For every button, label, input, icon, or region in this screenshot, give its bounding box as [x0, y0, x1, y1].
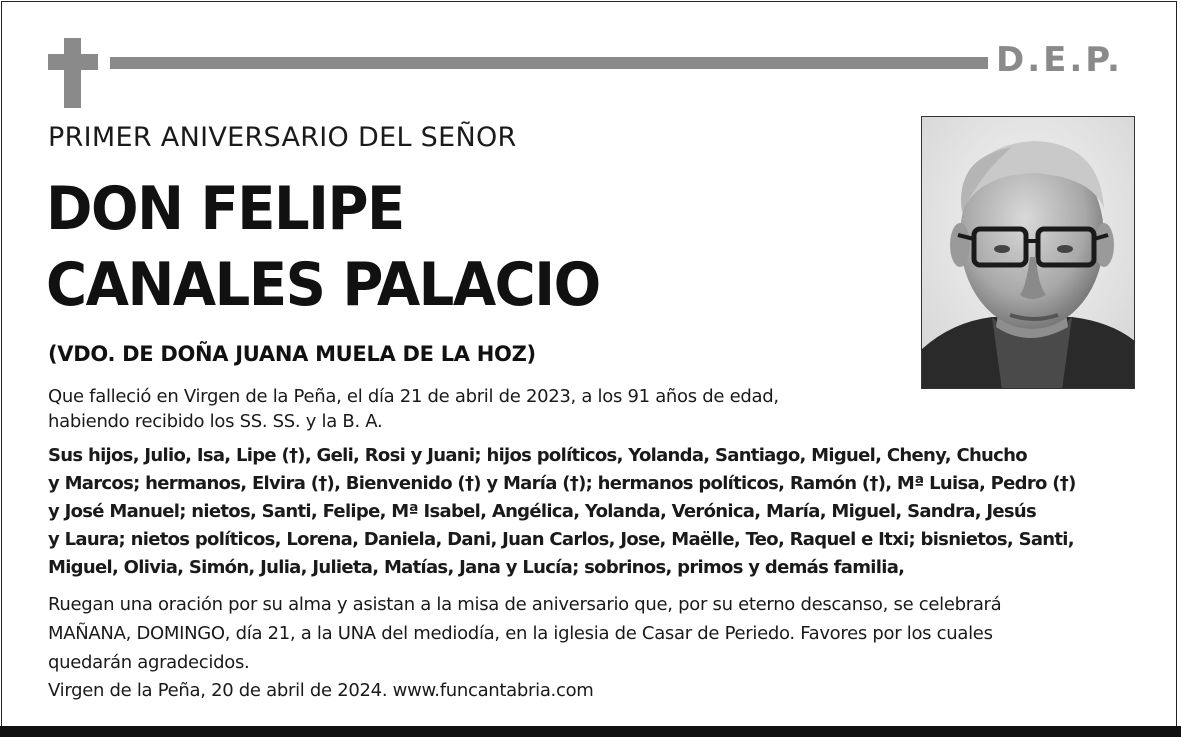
- text-line: y José Manuel; nietos, Santi, Felipe, Mª Isabel, Angélica, Yolanda, Verónica, María, Miguel, Sandra, Jesús: [48, 501, 1037, 522]
- mass-announcement: [48, 590, 1001, 677]
- header-rule: [110, 57, 988, 69]
- text-line: Ruegan una oración por su alma y asistan a la misa de aniversario que, por su eterno descanso, se celebrará: [48, 594, 1002, 615]
- bottom-border: [0, 726, 1181, 737]
- portrait-icon: [922, 117, 1135, 389]
- death-notice: [48, 384, 779, 434]
- text-line: Miguel, Olivia, Simón, Julia, Julieta, Matías, Jana y Lucía; sobrinos, primos y demás familia,: [48, 557, 905, 578]
- deceased-portrait: [921, 116, 1135, 389]
- cross-icon-arm: [48, 54, 98, 70]
- widower-of: (VDO. DE DOÑA JUANA MUELA DE LA HOZ): [48, 342, 536, 366]
- text-line: Sus hijos, Julio, Isa, Lipe (†), Geli, Rosi y Juani; hijos políticos, Yolanda, Santiago, Miguel, Cheny, Chucho: [48, 445, 1027, 466]
- text-line: Que falleció en Virgen de la Peña, el día 21 de abril de 2023, a los 91 años de edad,: [48, 386, 779, 407]
- text-line: y Laura; nietos políticos, Lorena, Daniela, Dani, Juan Carlos, Jose, Maëlle, Teo, Raquel e Itxi; bisnietos, Santi,: [48, 529, 1074, 550]
- text-line: habiendo recibido los SS. SS. y la B. A.: [48, 411, 383, 432]
- cross-icon: [64, 38, 81, 108]
- text-line: MAÑANA, DOMINGO, día 21, a la UNA del mediodía, en la iglesia de Casar de Periedo. Favores por los cuales: [48, 623, 993, 644]
- family-list: [48, 442, 1076, 582]
- dep-label: D.E.P.: [996, 40, 1123, 80]
- deceased-name-line1: DON FELIPE: [46, 174, 404, 244]
- deceased-name-line2: CANALES PALACIO: [46, 250, 600, 320]
- text-line: quedarán agradecidos.: [48, 652, 250, 673]
- anniversary-subtitle: PRIMER ANIVERSARIO DEL SEÑOR: [48, 122, 517, 153]
- footer-place-date: Virgen de la Peña, 20 de abril de 2024. www.funcantabria.com: [48, 680, 594, 701]
- text-line: y Marcos; hermanos, Elvira (†), Bienvenido (†) y María (†); hermanos políticos, Ramón (†), Mª Luisa, Pedro (†): [48, 473, 1076, 494]
